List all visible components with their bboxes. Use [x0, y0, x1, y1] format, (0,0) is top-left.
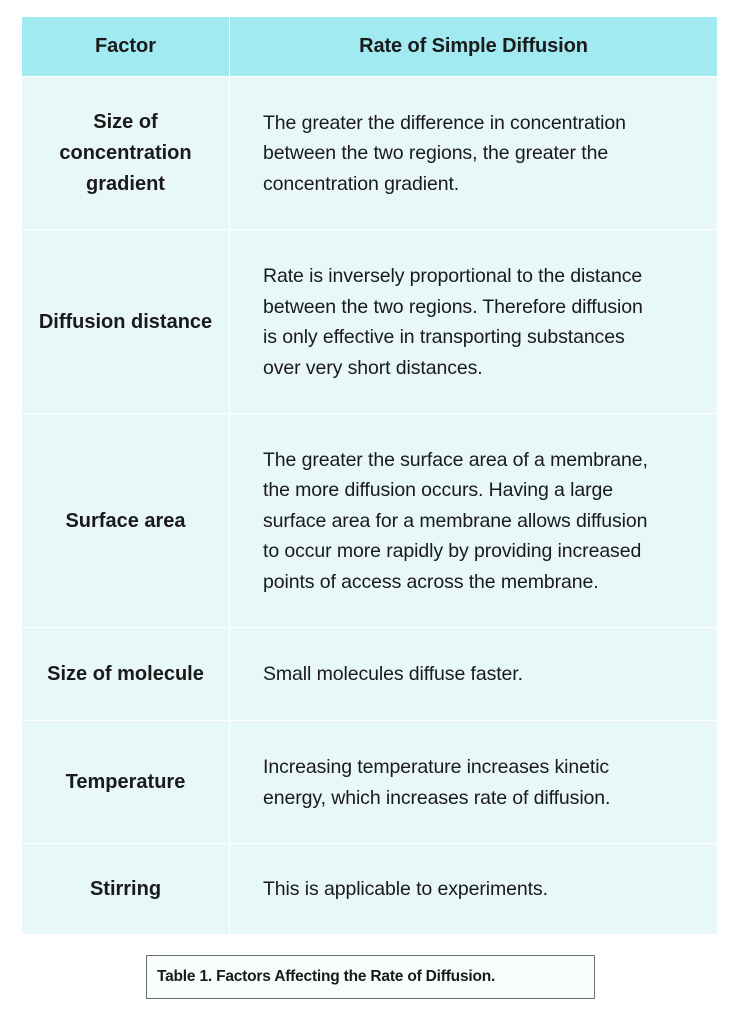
header-factor: Factor: [22, 17, 230, 76]
table-row: [22, 229, 717, 414]
table-caption: Table 1. Factors Affecting the Rate of Diffusion.: [146, 955, 595, 999]
factor-cell: [22, 414, 230, 628]
factor-text: Temperature: [65, 771, 186, 793]
description-cell: [230, 844, 717, 935]
factor-cell: [22, 77, 230, 230]
description-text: Small molecules diffuse faster.: [263, 663, 523, 686]
table-row: [22, 720, 717, 844]
factor-cell: [22, 628, 230, 721]
table-row: [22, 843, 717, 935]
diffusion-factors-table: [22, 17, 717, 934]
description-text: energy, which increases rate of diffusion.: [263, 786, 611, 809]
factor-cell: [22, 721, 230, 844]
description-text: The greater the surface area of a membrane,: [263, 448, 648, 471]
description-text: is only effective in transporting substances: [263, 326, 625, 348]
description-text: concentration gradient.: [263, 172, 460, 195]
table-header-row: [22, 17, 717, 76]
factor-cell: [22, 844, 230, 935]
description-text: the more diffusion occurs. Having a large: [263, 479, 613, 502]
description-text: Increasing temperature increases kinetic: [263, 756, 610, 778]
factor-cell: [22, 230, 230, 414]
description-text: over very short distances.: [263, 356, 483, 379]
description-text: to occur more rapidly by providing increased: [263, 540, 642, 563]
factor-text: Stirring: [89, 878, 162, 900]
description-text: between the two regions. Therefore diffusion: [263, 295, 643, 318]
factor-text: concentration: [59, 142, 192, 164]
description-cell: [230, 721, 717, 844]
factor-text: Size of molecule: [47, 663, 204, 685]
description-cell: [230, 414, 717, 628]
table-row: [22, 76, 717, 230]
table-row: [22, 627, 717, 721]
description-cell: [230, 628, 717, 721]
factor-text: gradient: [86, 173, 165, 195]
factor-text: Surface area: [65, 509, 186, 532]
description-text: between the two regions, the greater the: [263, 142, 609, 165]
description-text: Rate is inversely proportional to the distance: [263, 265, 643, 287]
factor-text: Diffusion distance: [38, 310, 213, 333]
factor-text: Size of: [93, 111, 158, 133]
table-row: [22, 413, 717, 628]
description-text: This is applicable to experiments.: [263, 878, 548, 901]
description-cell: [230, 77, 717, 230]
description-text: The greater the difference in concentration: [263, 111, 626, 134]
header-rate: Rate of Simple Diffusion: [359, 35, 588, 58]
description-text: points of access across the membrane.: [263, 570, 599, 593]
description-text: surface area for a membrane allows diffusion: [263, 509, 648, 532]
description-cell: [230, 230, 717, 414]
